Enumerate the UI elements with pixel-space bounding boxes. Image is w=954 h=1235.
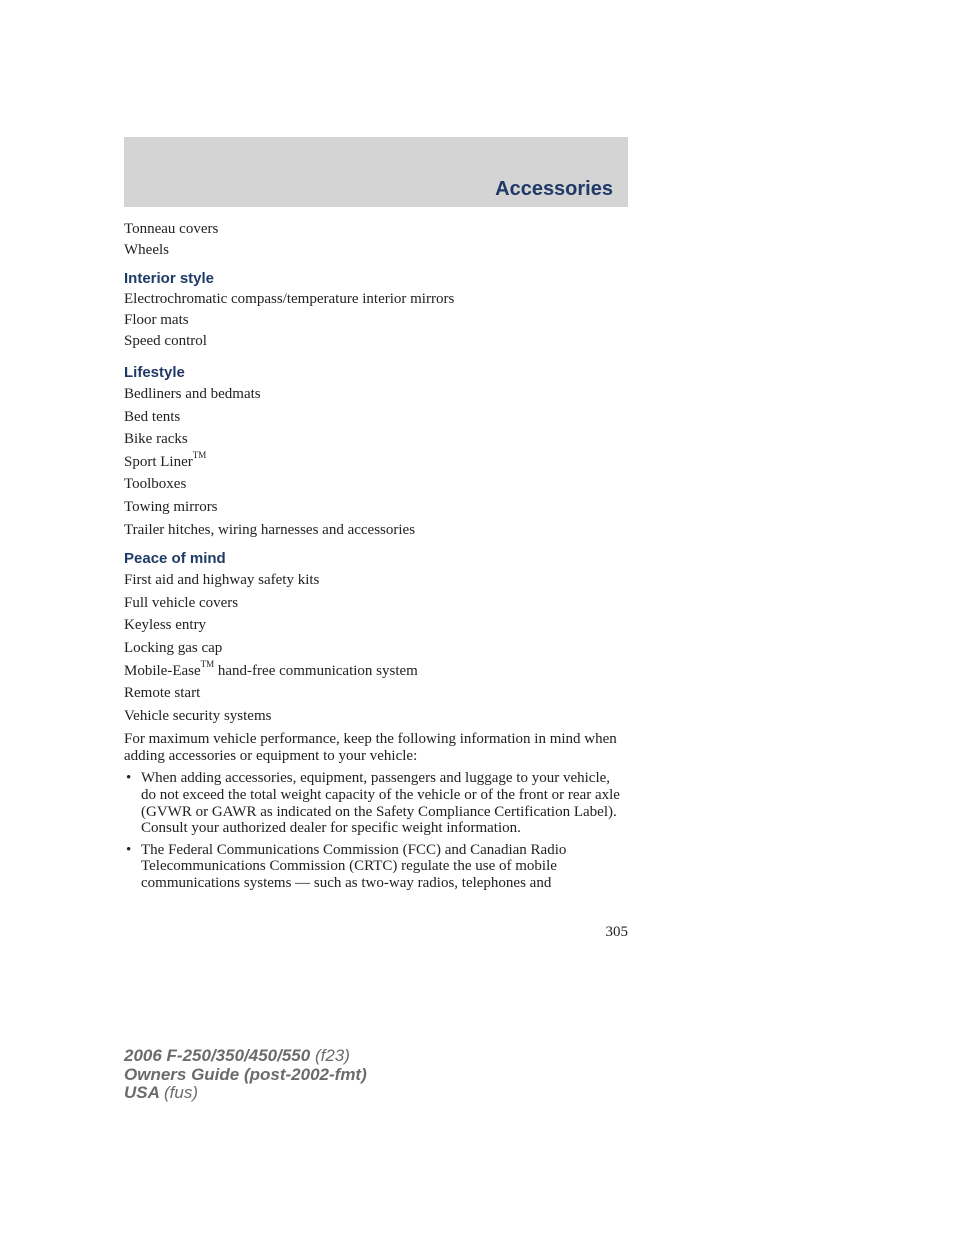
bullet-text: When adding accessories, equipment, passengers and luggage to your vehicle, do not exceed the total weight capacity of the vehicle or of the front or rear axle (GVWR or GAWR as indicated on the Safety Compliance Certification Label). Consult your authorized dealer for specific weight information. [141, 770, 620, 837]
bullet-text: The Federal Communications Commission (FCC) and Canadian Radio Telecommunications Commission (CRTC) regulate the use of mobile communications systems — such as two-way radios, telephones and [141, 841, 567, 891]
bullet-item [124, 842, 628, 892]
list-item: Bedliners and bedmats [124, 386, 261, 402]
bullet-dot-icon: • [126, 841, 132, 858]
list-item [124, 451, 628, 474]
section-heading-peace-of-mind: Peace of mind [124, 550, 226, 568]
list-item: First aid and highway safety kits [124, 572, 320, 589]
list-item: Full vehicle covers [124, 594, 239, 611]
footer-market: USA [124, 1083, 160, 1102]
trademark-mark: TM [200, 658, 215, 669]
list-item: Bike racks [124, 431, 188, 448]
section-heading-interior: Interior style [124, 270, 215, 287]
list-item: Toolboxes [124, 476, 187, 493]
footer-line-model [124, 1047, 367, 1066]
list-item: Wheels [124, 242, 169, 258]
list-item: Keyless entry [124, 617, 207, 634]
sport-liner-label: Sport Liner [124, 453, 193, 470]
page-content [124, 219, 628, 891]
mobile-ease-description: hand-free communication system [214, 662, 418, 679]
footer-line-market [124, 1084, 367, 1103]
list-item [124, 660, 628, 683]
section-header-band [124, 137, 628, 207]
list-item: Locking gas cap [124, 639, 223, 656]
list-item: Electrochromatic compass/temperature interior mirrors [124, 291, 455, 307]
intro-paragraph: For maximum vehicle performance, keep the following information in mind when adding accessories or equipment to your vehicle: [124, 731, 617, 765]
list-item: Tonneau covers [124, 221, 219, 237]
footer-line-guide: Owners Guide (post-2002-fmt) [124, 1064, 367, 1084]
mobile-ease-label: Mobile-Ease [124, 662, 201, 679]
footer-model-code: (f23) [314, 1046, 350, 1065]
list-item: Trailer hitches, wiring harnesses and accessories [124, 521, 416, 538]
list-item: Remote start [124, 685, 201, 702]
document-footer [124, 1047, 367, 1103]
bullet-item [124, 770, 628, 836]
section-heading-lifestyle: Lifestyle [124, 364, 185, 381]
page-number: 305 [605, 924, 628, 940]
footer-model: 2006 F-250/350/450/550 [124, 1046, 311, 1065]
list-item: Vehicle security systems [124, 707, 272, 724]
bullet-dot-icon: • [126, 770, 132, 787]
trademark-mark: TM [192, 449, 207, 460]
list-item: Bed tents [124, 408, 181, 425]
list-item: Speed control [124, 333, 207, 349]
list-item: Towing mirrors [124, 498, 218, 515]
footer-market-code: (fus) [164, 1083, 198, 1102]
list-item: Floor mats [124, 312, 189, 328]
section-title: Accessories [495, 178, 613, 200]
